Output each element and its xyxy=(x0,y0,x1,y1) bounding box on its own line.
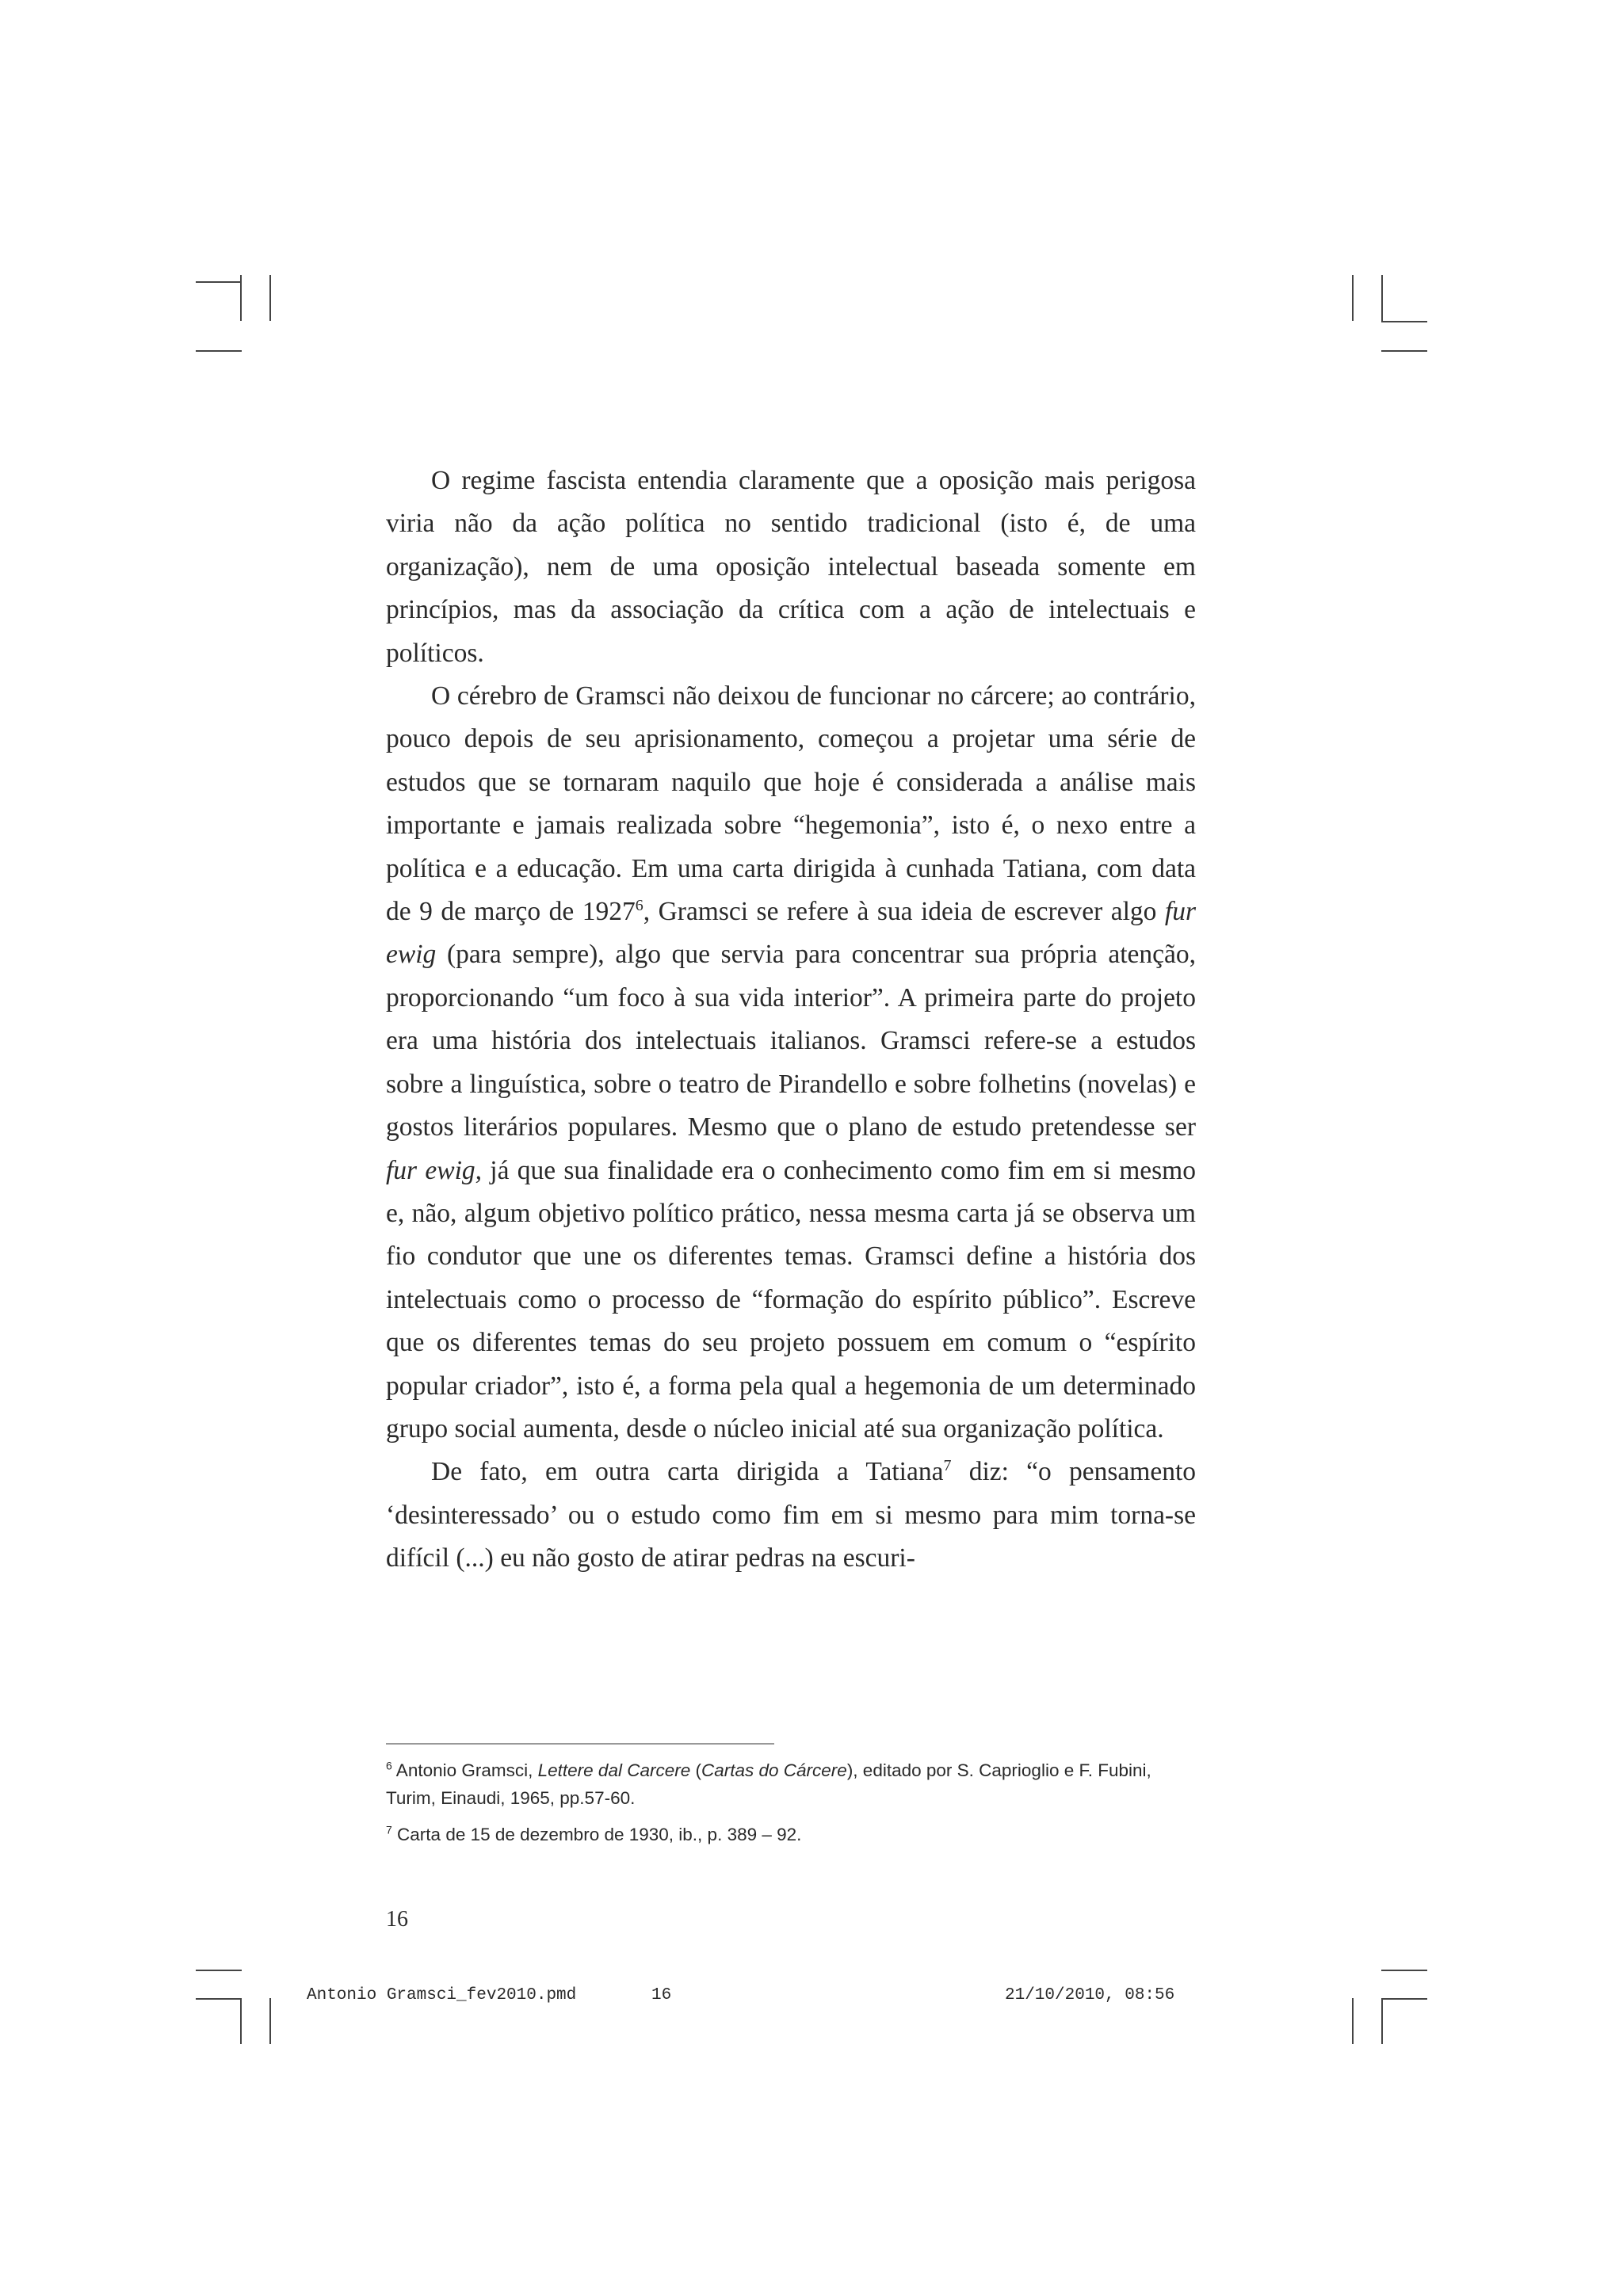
footnote-number: 6 xyxy=(386,1759,392,1772)
crop-mark xyxy=(1352,275,1354,321)
crop-mark xyxy=(240,275,242,321)
crop-mark xyxy=(269,1998,271,2044)
crop-mark xyxy=(269,275,271,321)
paragraph: O regime fascista entendia claramente que a oposição mais perigosa viria não da ação política no sentido tradicional (isto é, de uma organização), nem de uma oposição intelectual baseada somente em princípios, mas da associação da crítica com a ação de intelectuais e políticos. xyxy=(386,466,1196,668)
footnote-ref: 7 xyxy=(943,1457,952,1475)
footnote xyxy=(386,1756,1196,1812)
text-run: Antonio Gramsci, xyxy=(391,1760,538,1780)
crop-mark xyxy=(196,281,242,283)
slug-filename: Antonio Gramsci_fev2010.pmd xyxy=(307,1986,577,2004)
footnote xyxy=(386,1821,1196,1848)
body-text xyxy=(386,460,1196,1581)
text-run: ( xyxy=(690,1760,701,1780)
italic-title: Cartas do Cárcere xyxy=(701,1760,847,1780)
text-run: diz: “o pensamento ‘desinteressado’ ou o estudo como fim em si mesmo para mim torna-se difícil (...) eu não gosto de atirar pedras na escuri- xyxy=(386,1457,1196,1573)
footnotes xyxy=(386,1756,1196,1857)
text-run: (para sempre), algo que servia para concentrar sua própria atenção, proporcionando “um foco à sua vida interior”. A primeira parte do projeto era uma história dos intelectuais italianos. Gramsci refere-se a estudos sobre a linguística, sobre o teatro de Pirandello e sobre folhetins (novelas) e gostos literários populares. Mesmo que o plano de estudo pretendesse ser xyxy=(386,940,1196,1142)
crop-mark xyxy=(196,1998,242,2000)
paragraph xyxy=(386,675,1196,1451)
text-run: De fato, em outra carta dirigida a Tatiana xyxy=(431,1457,944,1487)
crop-mark xyxy=(240,1998,242,2044)
crop-mark xyxy=(1381,1998,1427,2000)
page-number: 16 xyxy=(386,1907,408,1932)
italic-term: fur ewig, xyxy=(386,1155,483,1185)
text-run: O cérebro de Gramsci não deixou de funcionar no cárcere; ao contrário, pouco depois de seu aprisionamento, começou a projetar uma série de estudos que se tornaram naquilo que hoje é considerada a análise mais importante e jamais realizada sobre “hegemonia”, isto é, o nexo entre a política e a educação. Em uma carta dirigida à cunhada Tatiana, com data de 9 de março de 1927 xyxy=(386,681,1196,927)
italic-title: Lettere dal Carcere xyxy=(537,1760,691,1780)
italic-term: fur ewig xyxy=(386,897,1197,970)
slug-page: 16 xyxy=(651,1986,672,2004)
text-run: , Gramsci se refere à sua ideia de escrever algo xyxy=(643,897,1165,927)
paragraph xyxy=(386,1451,1196,1580)
footnote-number: 7 xyxy=(386,1823,392,1836)
crop-mark xyxy=(1352,1998,1354,2044)
crop-mark xyxy=(196,1970,242,1971)
crop-mark xyxy=(1381,350,1427,352)
crop-mark xyxy=(1381,1998,1383,2044)
crop-mark xyxy=(1381,321,1427,322)
crop-mark xyxy=(1381,275,1383,321)
text-run: ), editado por S. Caprioglio e F. Fubini, Turim, Einaudi, 1965, pp.57-60. xyxy=(386,1760,1151,1808)
crop-mark xyxy=(196,350,242,352)
footnote-ref: 6 xyxy=(635,896,643,914)
slug-datetime: 21/10/2010, 08:56 xyxy=(1005,1986,1175,2004)
crop-mark xyxy=(1381,1970,1427,1971)
text-run: já que sua finalidade era o conhecimento como fim em si mesmo e, não, algum objetivo político prático, nessa mesma carta já se observa um fio condutor que une os diferentes temas. Gramsci define a história dos intelectuais como o processo de “formação do espírito público”. Escreve que os diferentes temas do seu projeto possuem em comum o “espírito popular criador”, isto é, a forma pela qual a hegemonia de um determinado grupo social aumenta, desde o núcleo inicial até sua organização política. xyxy=(386,1155,1196,1444)
footnote-divider xyxy=(386,1743,774,1745)
text-run: Carta de 15 de dezembro de 1930, ib., p. 389 – 92. xyxy=(391,1825,802,1844)
